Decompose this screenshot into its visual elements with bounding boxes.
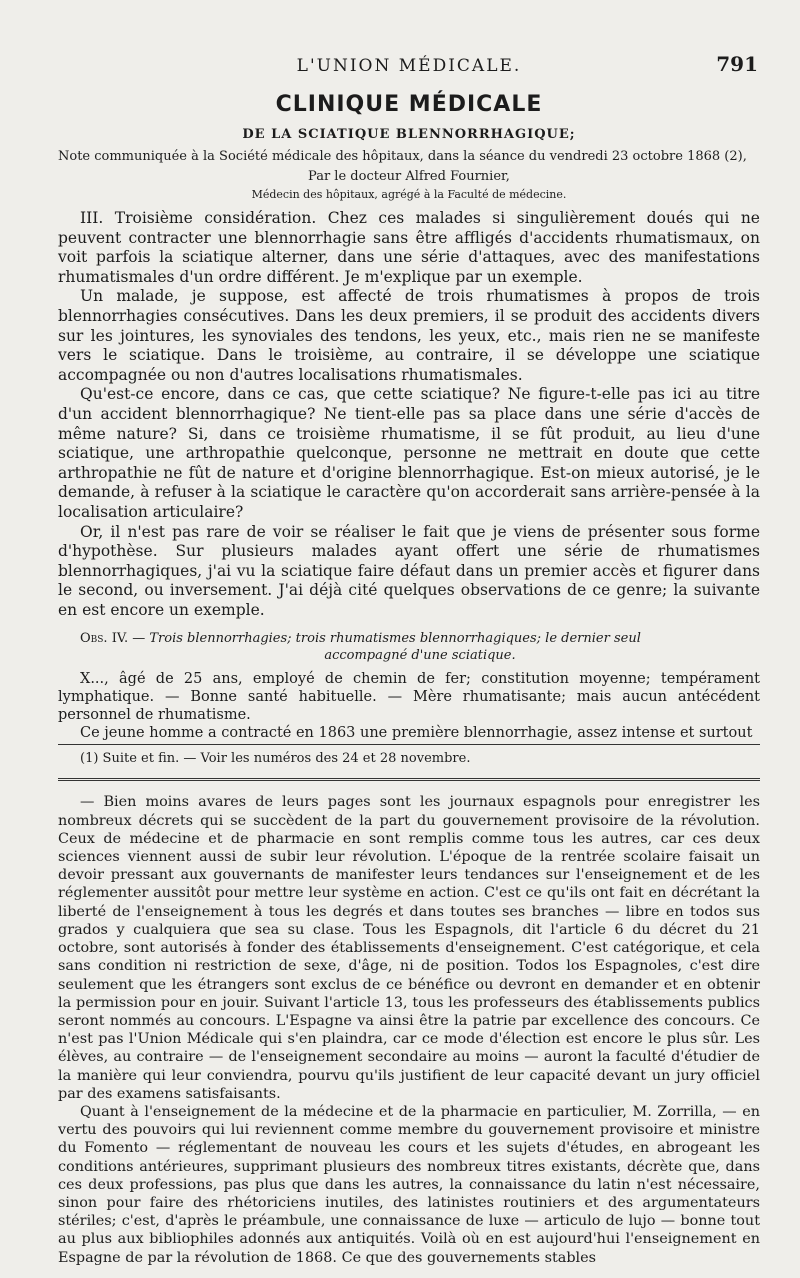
feuilleton-divider [58, 778, 760, 781]
article-author-role: Médecin des hôpitaux, agrégé à la Faculté de médecine. [251, 188, 567, 201]
footnote-rule [58, 744, 760, 745]
feuilleton-paragraph: — Bien moins avares de leurs pages sont les journaux espagnols pour enregistrer les nombreux décrets qui se succèdent de la part du gouvernement provisoire de la révolution. Ceux de médecine et de pharmacie en sont remplis comme tous les autres, car ces deux sciences viennent aussi de subir leur révolution. L'époque de la rentrée scolaire faisait un devoir pressant aux gouvernants de manifester leurs tendances sur l'enseignement et de les réglementer aussitôt pour mettre leur système en action. C'est ce qu'ils ont fait en décrétant la liberté de l'enseignement à tous les degrés et dans toutes ses branches — libre en todos sus grados y cualquiera que sea su clase. Tous les Espagnols, dit l'article 6 du décret du 21 octobre, sont autorisés à fonder des établissements d'enseignement. C'est catégorique, et cela sans condition ni restriction de sexe, d'âge, ni de position. Todos los Espagnoles, c'est dire seulement que les étrangers sont exclus de ce bénéfice ou devront en demander et en obtenir la permission pour en jouir. Suivant l'article 13, tous les professeurs des établissements publics seront nommés au concours. L'Espagne va ainsi être la patrie par excellence des concours. Ce n'est pas l'Union Médicale qui s'en plaindra, car ce mode d'élection est encore le plus sûr. Les élèves, au contraire — de l'enseignement secondaire au moins — auront la faculté d'étudier de la manière qui leur conviendra, pourvu qu'ils justifient de leur capacité devant un jury officiel par des examens satisfaisants. [58, 794, 760, 1102]
article-note: Note communiquée à la Société médicale des hôpitaux, dans la séance du vendredi 23 octobre 1868 (2), [58, 149, 747, 164]
running-head [58, 52, 760, 86]
journal-title: L'UNION MÉDICALE. [296, 56, 522, 76]
article-author: Par le docteur Alfred Fournier, [308, 169, 510, 184]
observation-title: Trois blennorrhagies; trois rhumatismes blennorrhagiques; le dernier seul [149, 631, 641, 647]
footnote: (1) Suite et fin. — Voir les numéros des 24 et 28 novembre. [80, 751, 471, 767]
feuilleton-paragraph: Quant à l'enseignement de la médecine et de la pharmacie en particulier, M. Zorrilla, — en vertu des pouvoirs qui lui reviennent comme membre du gouvernement provisoire et ministre du Fomento — réglementant de nouveau les cours et les sujets d'études, en abrogeant les conditions antérieures, supprimant plusieurs des nombreux titres existants, décrète que, dans ces deux professions, pas plus que dans les autres, la connaissance du latin n'est nécessaire, sinon pour faire des rhétoriciens inutiles, des latinistes routiniers et des argumentateurs stériles; c'est, d'après le préambule, une connaissance de luxe — articulo de lujo — bonne tout au plus aux bibliophiles adonnés aux antiquités. Voilà où en est aujourd'hui l'enseignement en Espagne de par la révolution de 1868. Ce que des gouvernements stables [58, 1103, 760, 1266]
page-number: 791 [716, 52, 758, 76]
observation-paragraph: X..., âgé de 25 ans, employé de chemin de fer; constitution moyenne; tempérament lymphatique. — Bonne santé habituelle. — Mère rhumatisante; mais aucun antécédent personnel de rhumatisme. [58, 671, 760, 724]
article-paragraph: Un malade, je suppose, est affecté de trois rhumatismes à propos de trois blennorrhagies consécutives. Dans les deux premiers, il se produit des accidents divers sur les jointures, les synoviales des tendons, les yeux, etc., mais rien ne se manifeste vers le sciatique. Dans le troisième, au contraire, il se développe une sciatique accompagnée ou non d'autres localisations rhumatismales. [58, 287, 760, 384]
observation-title-cont: accompagné d'une sciatique. [324, 648, 516, 664]
article-paragraph: Qu'est-ce encore, dans ce cas, que cette sciatique? Ne figure-t-elle pas ici au titre d'un accident blennorrhagique? Ne tient-elle pas sa place dans une série d'accès de même nature? Si, dans ce troisième rhumatisme, il se fût produit, au lieu d'une sciatique, une arthropathie quelconque, personne ne mettrait en doute que cette arthropathie ne fût de nature et d'origine blennorrhagique. Est-on mieux autorisé, je le demande, à refuser à la sciatique le caractère qu'on accorderait sans arrière-pensée à la localisation articulaire? [58, 385, 760, 521]
observation-paragraph: Ce jeune homme a contracté en 1863 une première blennorrhagie, assez intense et surtout [80, 725, 753, 742]
article-body [58, 209, 760, 620]
observation-label: Obs. IV. [80, 631, 129, 647]
feuilleton [58, 793, 760, 1266]
article-title: DE LA SCIATIQUE BLENNORRHAGIQUE; [242, 127, 576, 142]
section-title: CLINIQUE MÉDICALE [275, 92, 543, 117]
article-paragraph: Or, il n'est pas rare de voir se réaliser le fait que je viens de présenter sous forme d'hypothèse. Sur plusieurs malades ayant offert une série de rhumatismes blennorrhagiques, j'ai vu la sciatique faire défaut dans un premier accès et figurer dans le second, ou inversement. J'ai déjà cité quelques observations de ce genre; la suivante en est encore un exemple. [58, 522, 760, 619]
observation-dash: — [128, 631, 150, 647]
observation-heading [58, 630, 760, 664]
article-paragraph: III. Troisième considération. Chez ces malades si singulièrement doués qui ne peuvent contracter une blennorrhagie sans être affligés d'accidents rhumatismaux, on voit parfois la sciatique alterner, dans une série d'attaques, avec des manifestations rhumatismales d'un ordre différent. Je m'explique par un exemple. [58, 209, 760, 286]
